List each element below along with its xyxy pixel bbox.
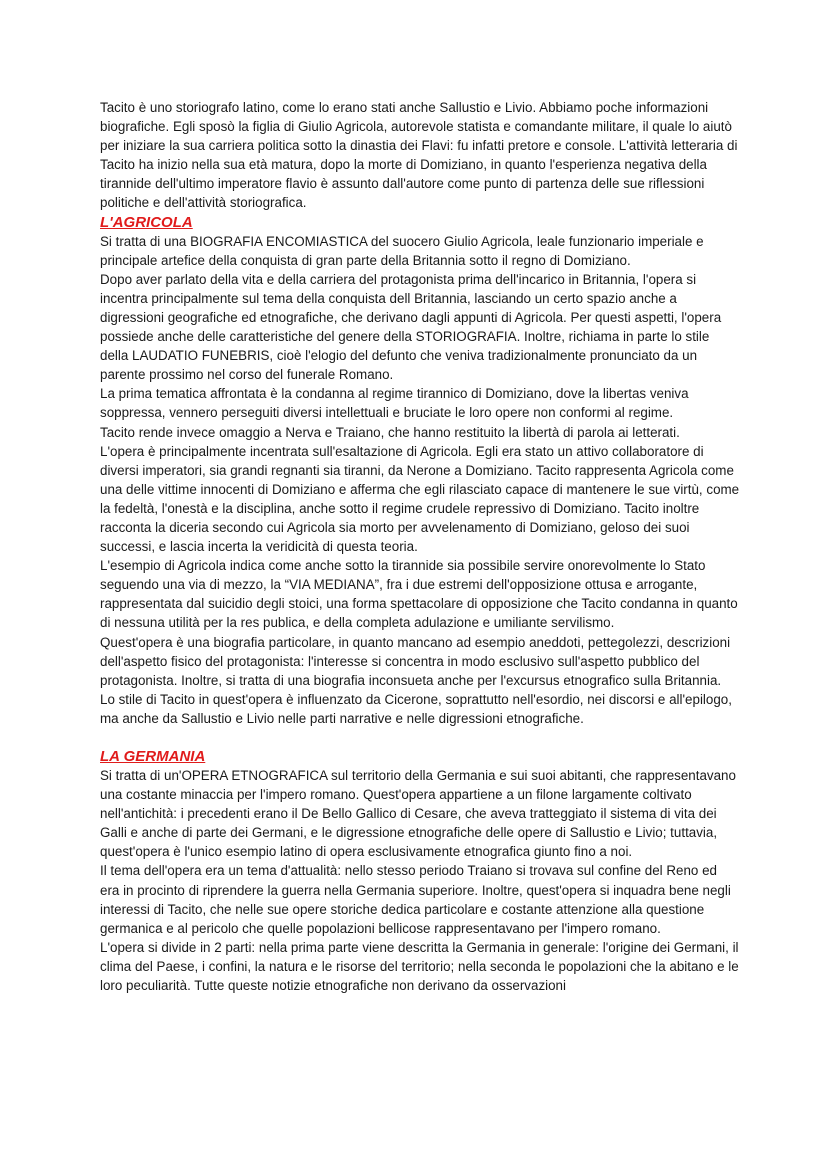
agricola-paragraph: L'esempio di Agricola indica come anche sotto la tirannide sia possibile servire onorevolmente lo Stato seguendo una via di mezzo, la “VIA MEDIANA”, fra i due estremi dell'opposizione ottusa e arrogante, rappresentata dal suicidio degli stoici, una forma spettacolare di opposizione che Tacito condanna in quanto di nessuna utilità per la res publica, e della completa adulazione e umiliante servilismo. [100,558,738,631]
intro-paragraph: Tacito è uno storiografo latino, come lo erano stati anche Sallustio e Livio. Abbiamo poche informazioni biografiche. Egli sposò la figlia di Giulio Agricola, autorevole statista e comandante militare, il quale lo aiutò per iniziare la sua carriera politica sotto la dinastia dei Flavi: fu infatti pretore e console. L'attività letteraria di Tacito ha inizio nella sua età matura, dopo la morte di Domiziano, in quanto l'esperienza negativa della tirannide dell'ultimo imperatore flavio è assunto dall'autore come punto di partenza delle sue riflessioni politiche e dell'attività storiografica. [100,100,738,211]
heading-agricola: L'AGRICOLA [100,213,193,231]
agricola-paragraph: Quest'opera è una biografia particolare, in quanto mancano ad esempio aneddoti, pettegolezzi, descrizioni dell'aspetto fisico del protagonista: l'interesse si concentra in modo esclusivo sull'aspetto pubblico del protagonista. Inoltre, si tratta di una biografia inconsueta anche per l'excursus etnografico sulla Britannia. [100,634,731,688]
agricola-paragraph: Dopo aver parlato della vita e della carriera del protagonista prima dell'incarico in Britannia, l'opera si incentra principalmente sul tema della conquista dell Britannia, lasciando un certo spazio anche a digressioni geografiche ed etnografiche, che derivano dagli appunti di Agricola. Per questi aspetti, l'opera possiede anche delle caratteristiche del genere della STORIOGRAFIA. Inoltre, richiama in parte lo stile della LAUDATIO FUNEBRIS, cioè l'elogio del defunto che veniva tradizionalmente pronunciato da un parente prossimo nel corso del funerale Romano. [100,271,722,383]
germania-paragraph: Si tratta di un'OPERA ETNOGRAFICA sul territorio della Germania e sui suoi abitanti, che rappresentavano una costante minaccia per l'impero romano. Quest'opera appartiene a un filone largamente coltivato nell'antichità: i precedenti erano il De Bello Gallico di Cesare, che aveva tratteggiato il sistema di vita dei Galli e anche di parte dei Germani, e le digressione etnografiche delle opere di Sallustio e Livio; tuttavia, quest'opera è l'unico esempio latino di opera esclusivamente etnografica giunto fino a noi. [100,768,736,860]
section-germania [100,747,740,995]
agricola-paragraph: Si tratta di una BIOGRAFIA ENCOMIASTICA del suocero Giulio Agricola, leale funzionario imperiale e principale artefice della conquista di gran parte della Britannia sotto il regno di Domiziano. [100,233,704,268]
agricola-paragraph: Tacito rende invece omaggio a Nerva e Traiano, che hanno restituito la libertà di parola ai letterati. [100,424,680,440]
agricola-paragraph: La prima tematica affrontata è la condanna al regime tirannico di Domiziano, dove la libertas veniva soppressa, vennero perseguiti diversi intellettuali e bruciate le loro opere non conformi al regime. [100,386,689,421]
section-agricola [100,213,740,728]
document-page [100,98,740,995]
heading-germania: LA GERMANIA [100,748,206,765]
germania-paragraph: L'opera si divide in 2 parti: nella prima parte viene descritta la Germania in generale: l'origine dei Germani, il clima del Paese, i confini, la natura e le risorse del territorio; nella seconda le popolazioni che la abitano e le loro peculiarità. Tutte queste notizie etnografiche non derivano da osservazioni [100,939,739,994]
agricola-paragraph: Lo stile di Tacito in quest'opera è influenzato da Cicerone, soprattutto nell'esordio, nei discorsi e all'epilogo, ma anche da Sallustio e Livio nelle parti narrative e nelle digressioni etnografiche. [100,691,732,726]
agricola-paragraph: L'opera è principalmente incentrata sull'esaltazione di Agricola. Egli era stato un attivo collaboratore di diversi imperatori, sia grandi regnanti sia tiranni, da Nerone a Domiziano. Tacito rappresenta Agricola come una delle vittime innocenti di Domiziano e afferma che egli rilasciato capace di mantenere le sue virtù, come la fedeltà, l'onestà e la disciplina, anche sotto il regime crudele repressivo di Domiziano. Tacito inoltre racconta la diceria secondo cui Agricola sia morto per avvelenamento di Domiziano, geloso dei suoi successi, e lascia incerta la veridicità di questa teoria. [100,443,740,555]
germania-paragraph: Il tema dell'opera era un tema d'attualità: nello stesso periodo Traiano si trovava sul confine del Reno ed era in procinto di riprendere la guerra nella Germania superiore. Inoltre, quest'opera si inquadra bene negli interessi di Tacito, che nelle sue opere storiche dedica particolare e costante attenzione alla questione germanica e al pericolo che quelle popolazioni bellicose rappresentavano per l'impero romano. [100,863,731,936]
